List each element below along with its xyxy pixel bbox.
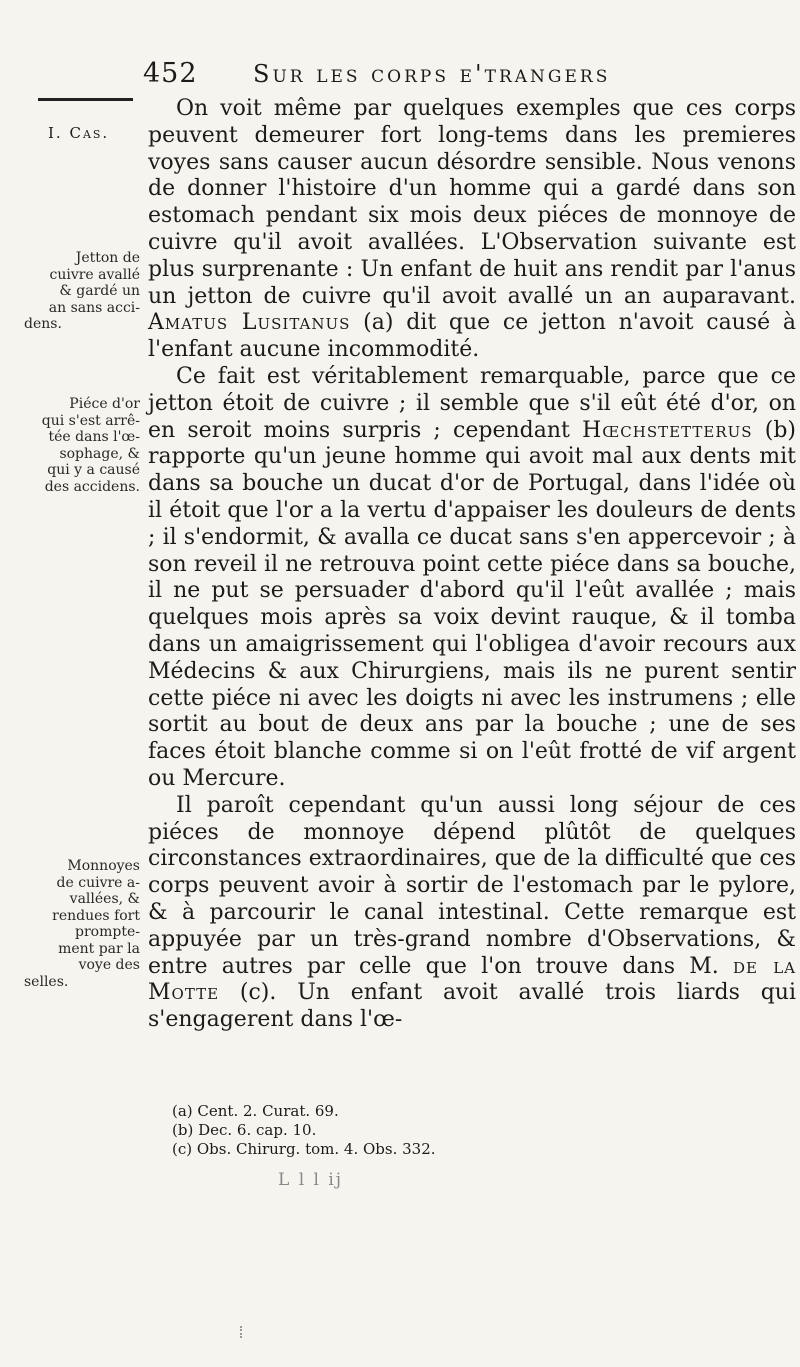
margin-line: Jetton de: [75, 250, 140, 266]
margin-line: an sans acci-: [48, 299, 140, 316]
margin-line: dens.: [24, 316, 62, 332]
margin-line: vallées, &: [69, 891, 140, 907]
margin-line: selles.: [24, 973, 69, 990]
margin-line: des accidens.: [44, 478, 140, 495]
margin-line: qui y a causé: [47, 462, 140, 478]
paragraph-1: On voit même par quelques exemples que ces corps peuvent demeurer fort long-tems dans les premieres voyes sans causer aucun désordre sensible. Nous venons de donner l'histoire d'un homme qui a gardé dans son estomach pendant six mois deux piéces de monnoye de cuivre qu'il avoit avallées. L'Observation suivante est plus surprenante : Un enfant de huit ans rendit par l'anus un jetton de cuivre qu'il avoit avallé un an auparavant. Amatus Lusitanus (a) dit que ce jetton n'avoit causé à l'enfant aucune incommodité.: [148, 96, 797, 363]
running-title: Sur les corps e'trangers: [253, 60, 611, 88]
margin-line: & gardé un: [59, 283, 140, 299]
case-label: I. Cas.: [48, 124, 110, 142]
margin-line: Monnoyes: [67, 858, 140, 874]
footnote-ref-c: (c).: [239, 980, 277, 1006]
margin-line: prompte-: [75, 924, 140, 940]
margin-line: voye des: [78, 957, 140, 973]
margin-note-jetton: [24, 250, 140, 333]
margin-line: rendues fort: [52, 907, 140, 924]
author-hoechstetterus: Hœchstetterus: [582, 417, 753, 443]
footnotes: [172, 1102, 592, 1159]
margin-line: ment par la: [58, 940, 140, 957]
paragraph-3: Il paroît cependant qu'un aussi long séjour de ces piéces de monnoye dépend plûtôt de quelques circonstances extraordinaires, que de la difficulté que ces corps peuvent avoir à sortir de l'estomach par le pylore, & à parcourir le canal intestinal. Cette remarque est appuyée par un très-grand nombre d'Observations, & entre autres par celle que l'on trouve dans M. de la Motte (c). Un enfant avoit avallé trois liards qui s'engagerent dans l'œ-: [148, 792, 797, 1033]
footnote-a: (a) Cent. 2. Curat. 69.: [172, 1102, 339, 1120]
margin-line: Piéce d'or: [69, 396, 140, 412]
margin-note-piece-or: [24, 396, 140, 495]
paragraph-2: Ce fait est véritablement remarquable, parce que ce jetton étoit de cuivre ; il semble que s'il eût été d'or, on en seroit moins surpris ; cependant Hœchstetterus (b) rapporte qu'un jeune homme qui avoit mal aux dents mit dans sa bouche un ducat d'or de Portugal, dans l'idée où il étoit que l'or a la vertu d'appaiser les douleurs de dents ; il s'endormit, & avalla ce ducat sans s'en appercevoir ; à son reveil il ne retrouva point cette piéce dans sa bouche, il ne put se persuader d'abord qu'il l'eût avallée ; mais quelques mois après sa voix devint rauque, & il tomba dans un amaigrissement qui l'obligea d'avoir recours aux Médecins & aux Chirurgiens, mais ils ne purent sentir cette piéce ni avec les doigts ni avec les instrumens ; elle sortit au bout de deux ans par la bouche ; une de ses faces étoit blanche comme si on l'eût frotté de vif argent ou Mercure.: [148, 363, 796, 791]
author-de-la-motte: de la Motte: [148, 953, 797, 1006]
margin-line: tée dans l'œ-: [48, 429, 140, 445]
footnote-ref-a: (a): [363, 310, 394, 336]
signature-mark: L l l ij: [278, 1170, 344, 1190]
footnote-ref-b: (b): [764, 417, 796, 443]
page-header: [143, 58, 793, 92]
margin-note-monnoyes: [24, 858, 140, 990]
footnote-b: (b) Dec. 6. cap. 10.: [172, 1121, 317, 1139]
paper-specks: [240, 1326, 246, 1338]
margin-line: sophage, &: [59, 445, 140, 462]
margin-line: de cuivre a-: [56, 874, 140, 891]
body-text: [148, 96, 796, 1034]
margin-line: cuivre avallé: [49, 266, 140, 283]
margin-line: qui s'est arrê-: [41, 412, 140, 429]
footnote-c: (c) Obs. Chirurg. tom. 4. Obs. 332.: [172, 1140, 436, 1158]
margin-rule: [38, 98, 133, 101]
author-amatus: Amatus Lusitanus: [148, 310, 351, 336]
page-number: 452: [143, 58, 198, 89]
